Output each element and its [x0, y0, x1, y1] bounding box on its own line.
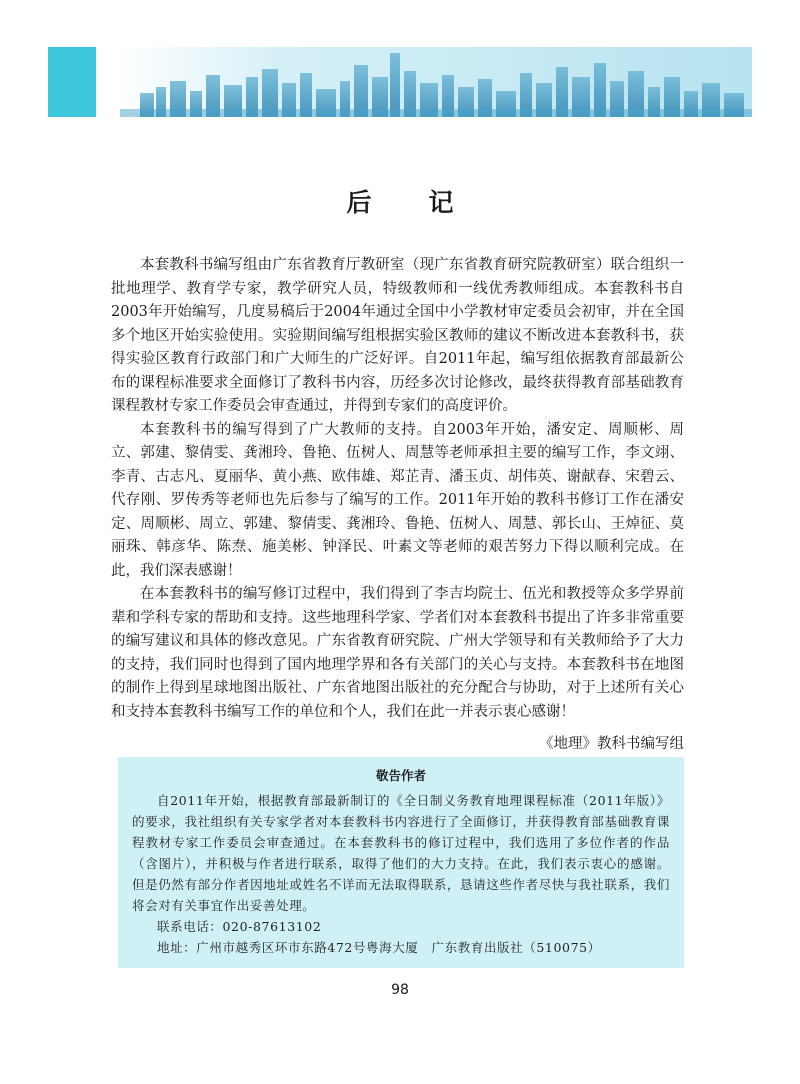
city-skyline-banner [120, 47, 752, 117]
afterword-body [111, 254, 684, 724]
contact-phone: 联系电话：020-87613102 [157, 919, 322, 934]
notice-body: 自2011年开始，根据教育部最新制订的《全日制义务教育地理课程标准（2011年版）》的要求，我社组织有关专家学者对本套教科书内容进行了全面修订，并获得教育部基础教育课程教材专家工作委员会审查通过。在本套教科书的修订过程中，我们选用了多位作者的作品（含图片），并积极与作者进行联系，取得了他们的大力支持。在此，我们表示衷心的感谢。但是仍然有部分作者因地址或姓名不详而无法取得联系，恳请这些作者尽快与我社联系，我们将会对有关事宜作出妥善处理。 [132, 793, 670, 913]
notice-box [118, 757, 684, 968]
signature: 《地理》教科书编写组 [539, 736, 684, 752]
contact-address: 地址：广州市越秀区环市东路472号粤海大厦 广东教育出版社（510075） [157, 940, 601, 955]
paragraph: 本套教科书的编写得到了广大教师的支持。自2003年开始，潘安定、周顺彬、周立、郭建、黎倩雯、龚湘玲、鲁艳、伍树人、周慧等老师承担主要的编写工作，李文翊、李青、古志凡、夏丽华、黄小燕、欧伟雄、郑芷青、潘玉贞、胡伟英、谢献春、宋碧云、代存刚、罗传秀等老师也先后参与了编写的工作。2011年开始的教科书修订工作在潘安定、周顺彬、周立、郭建、黎倩雯、龚湘玲、鲁艳、伍树人、周慧、郭长山、王焯征、莫丽珠、韩彦华、陈焘、施美彬、钟泽民、叶素文等老师的艰苦努力下得以顺利完成。在此，我们深表感谢！ [111, 421, 684, 579]
header-accent-block [48, 47, 96, 117]
page-title: 后 记 [346, 188, 470, 217]
page-header [48, 47, 752, 117]
paragraph: 本套教科书编写组由广东省教育厅教研室（现广东省教育研究院教研室）联合组织一批地理学、教育学专家，教学研究人员，特级教师和一线优秀教师组成。本套教科书自2003年开始编写，几度易稿后于2004年通过全国中小学教材审定委员会初审，并在全国多个地区开始实验使用。实验期间编写组根据实验区教师的建议不断改进本套教科书，获得实验区教育行政部门和广大师生的广泛好评。自2011年起，编写组依据教育部最新公布的课程标准要求全面修订了教科书内容，历经多次讨论修改，最终获得教育部基础教育课程教材专家工作委员会审查通过，并得到专家们的高度评价。 [111, 257, 684, 414]
notice-title: 敬告作者 [375, 768, 426, 783]
page-number: 98 [391, 982, 409, 998]
paragraph: 在本套教科书的编写修订过程中，我们得到了李吉均院士、伍光和教授等众多学界前辈和学科专家的帮助和支持。这些地理科学家、学者们对本套教科书提出了许多非常重要的编写建议和具体的修改意见。广东省教育研究院、广州大学领导和有关教师给予了大力的支持，我们同时也得到了国内地理学界和各有关部门的关心与支持。本套教科书在地图的制作上得到星球地图出版社、广东省地图出版社的充分配合与协助，对于上述所有关心和支持本套教科书编写工作的单位和个人，我们在此一并表示衷心感谢！ [111, 586, 684, 720]
